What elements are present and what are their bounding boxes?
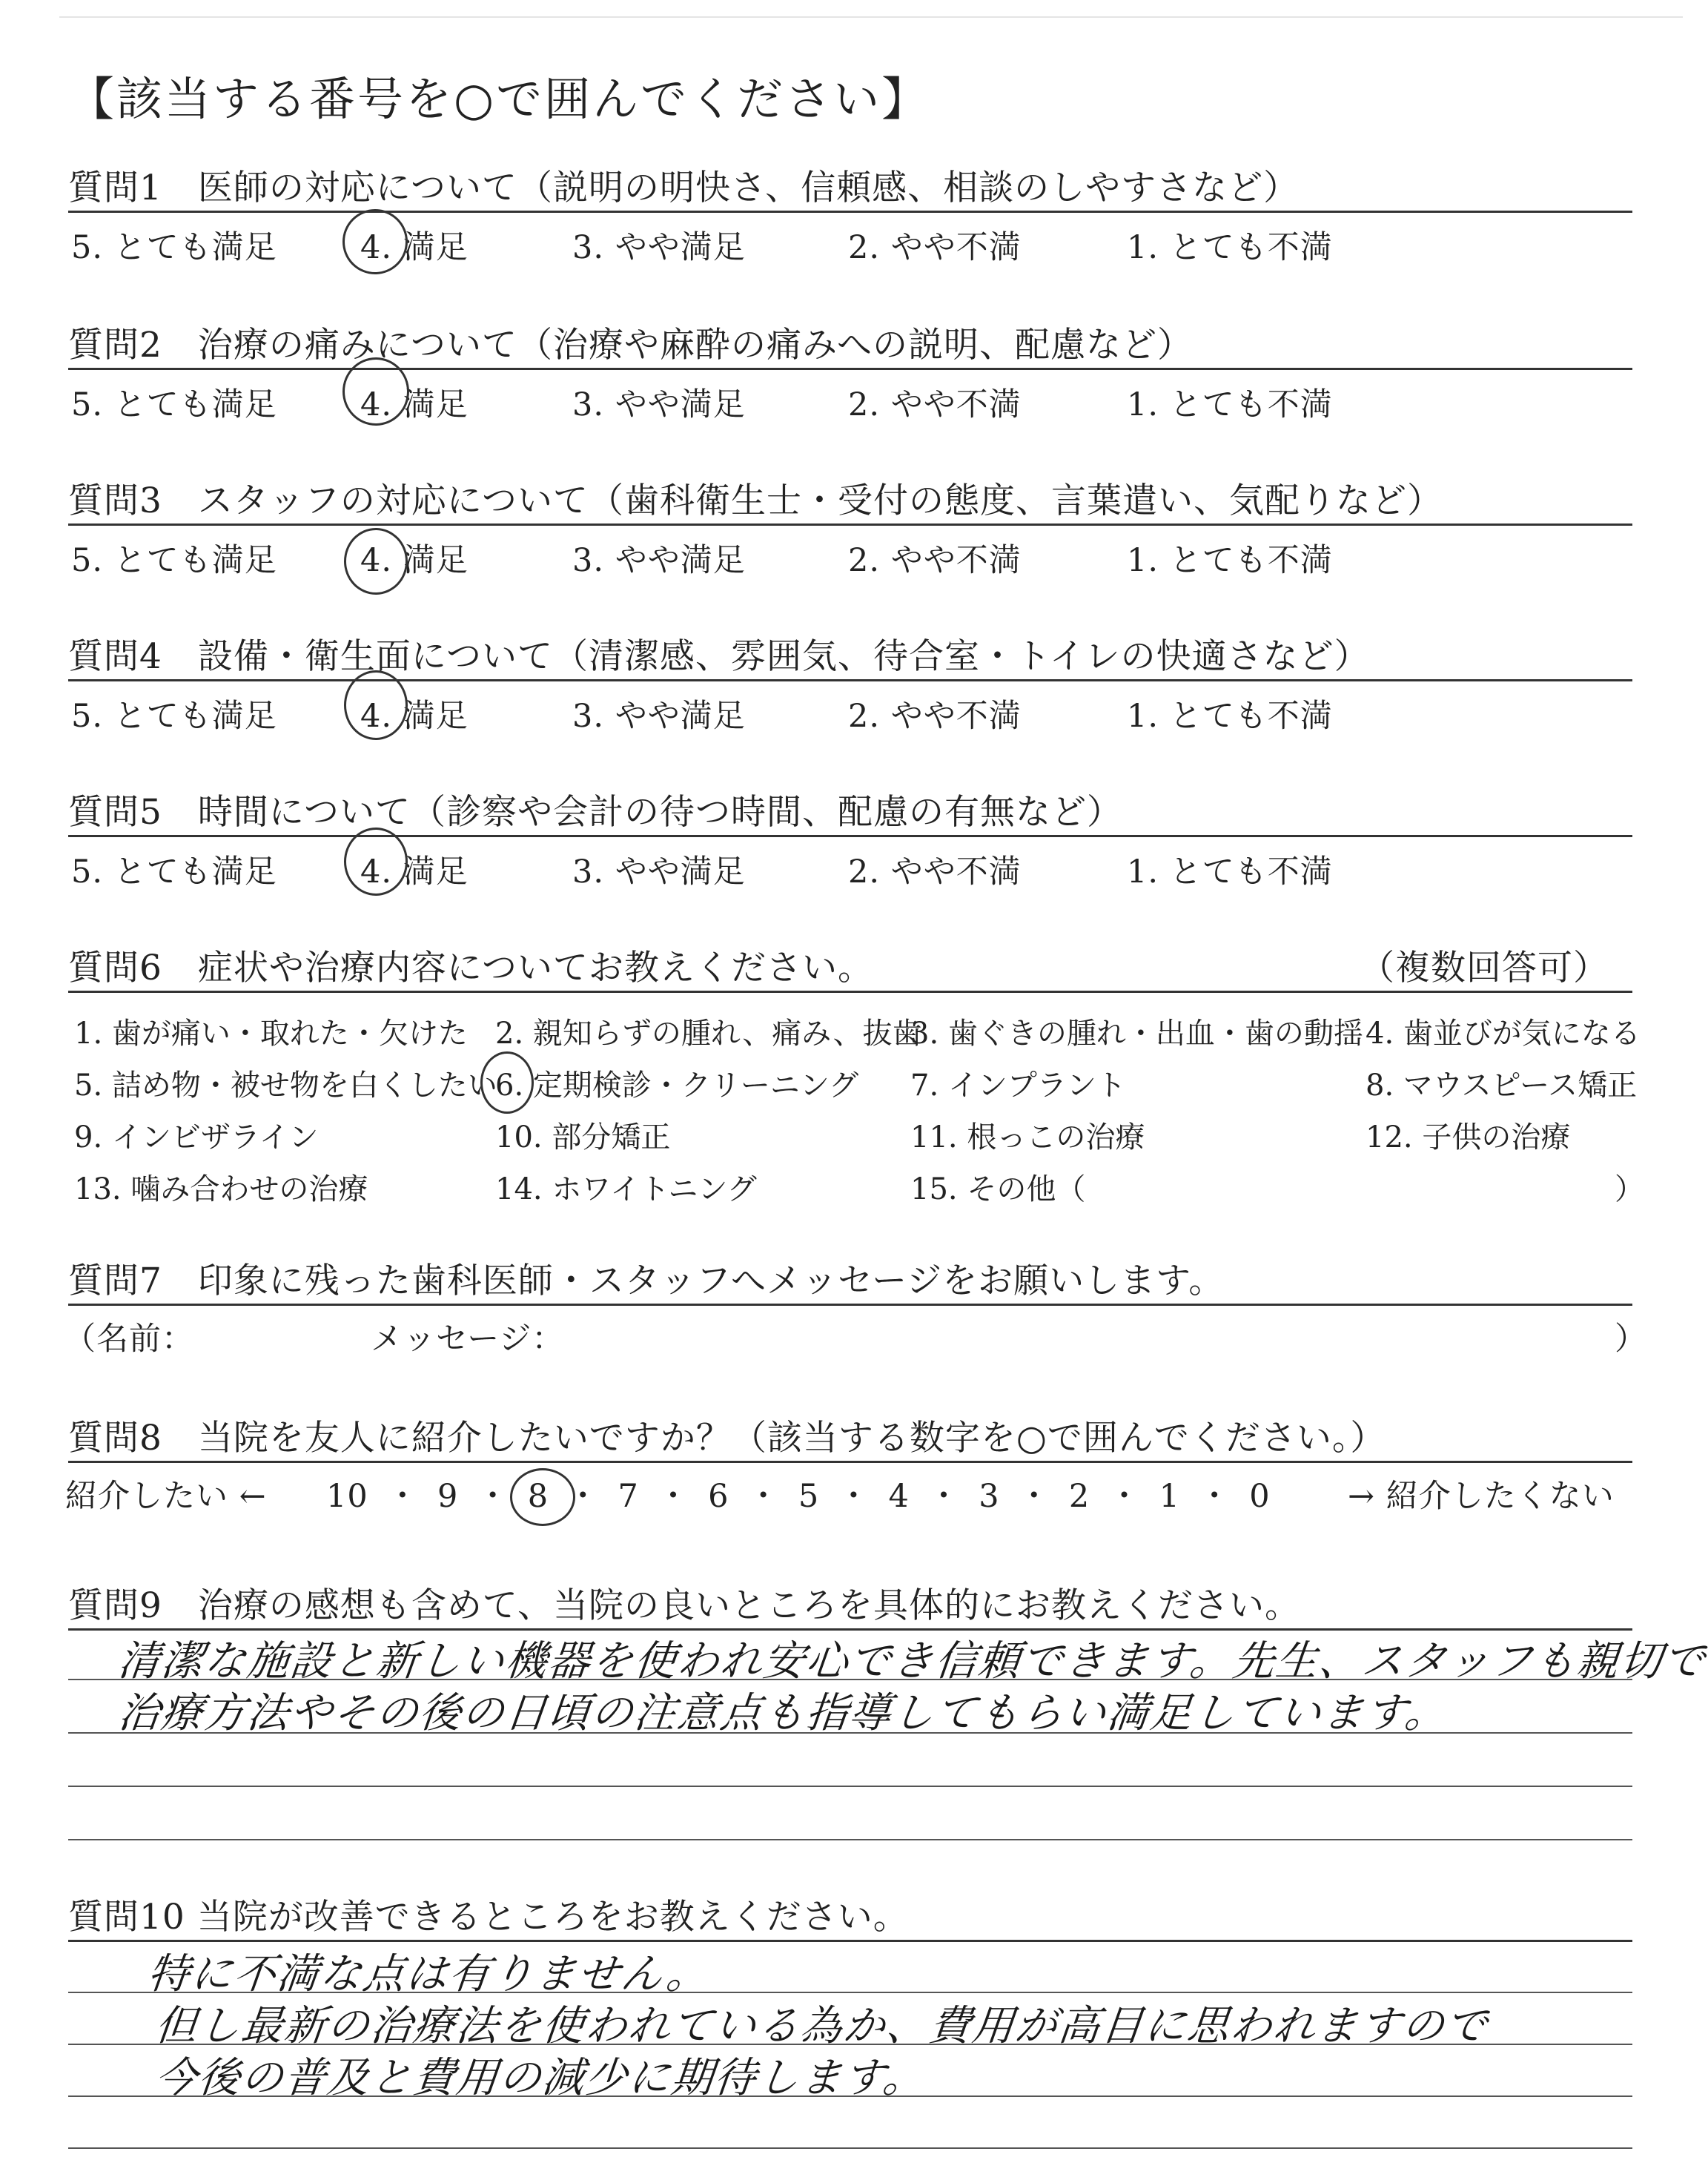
form-heading: 【該当する番号を○で囲んでください】 [68,72,930,126]
q8-selection-circle [510,1468,575,1526]
q4-option-1[interactable]: 1. とても不満 [1127,698,1333,735]
q9-answer-line-3 [68,1786,1632,1787]
q6-item-12[interactable]: 12. 子供の治療 [1366,1120,1571,1155]
question-3-title: 質問3 スタッフの対応について（歯科衛生士・受付の態度、言葉遣い、気配りなど） [68,480,1443,521]
q2-option-2[interactable]: 2. やや不満 [848,386,1022,423]
q6-item-2[interactable]: 2. 親知らずの腫れ、痛み、抜歯 [495,1017,922,1051]
q6-item-14[interactable]: 14. ホワイトニング [495,1172,757,1206]
question-6-title: 質問6 症状や治療内容についてお教えください。 [68,948,873,988]
q6-item-13[interactable]: 13. 噛み合わせの治療 [74,1172,368,1206]
q6-item-4[interactable]: 4. 歯並びが気になる [1366,1017,1641,1051]
q8-left-label: 紹介したい ← [65,1478,267,1515]
q6-item-5[interactable]: 5. 詰め物・被せ物を白くしたい [74,1069,497,1103]
q7-message-label: メッセージ： [371,1321,565,1358]
question-7-rule [68,1304,1632,1306]
question-3-rule [68,524,1632,526]
q10-handwritten-answer-1: 特に不満な点は有りません。 [145,1950,712,1998]
q5-option-4[interactable]: 4. 満足 [360,853,469,891]
q2-option-4[interactable]: 4. 満足 [360,386,469,423]
q4-option-2[interactable]: 2. やや不満 [848,698,1022,735]
q2-selection-circle [342,357,409,426]
q7-name-label: （名前： [64,1321,194,1358]
q5-option-5[interactable]: 5. とても満足 [71,853,277,891]
q6-item-6[interactable]: 6. 定期検診・クリーニング [495,1069,859,1103]
question-6-note: （複数回答可） [1360,948,1609,988]
q2-option-1[interactable]: 1. とても不満 [1127,386,1333,423]
q6-selection-circle [480,1051,534,1114]
q4-option-3[interactable]: 3. やや満足 [572,698,746,735]
question-1-rule [68,211,1632,213]
q5-option-2[interactable]: 2. やや不満 [848,853,1022,891]
question-2-rule [68,368,1632,370]
q10-handwritten-answer-3: 今後の普及と費用の減少に期待します。 [153,2054,929,2102]
question-7-title: 質問7 印象に残った歯科医師・スタッフへメッセージをお願いします。 [68,1261,1225,1301]
q9-handwritten-answer-2: 治療方法やその後の日頃の注意点も指導してもらい満足しています。 [116,1689,1451,1737]
q5-option-3[interactable]: 3. やや満足 [572,853,746,891]
q3-option-2[interactable]: 2. やや不満 [848,542,1022,579]
q7-close: ） [1615,1321,1647,1358]
question-4-rule [68,679,1632,681]
q5-option-1[interactable]: 1. とても不満 [1127,853,1333,891]
q6-item-10[interactable]: 10. 部分矯正 [495,1120,671,1155]
q2-option-3[interactable]: 3. やや満足 [572,386,746,423]
q3-option-4[interactable]: 4. 満足 [360,542,469,579]
q1-option-5[interactable]: 5. とても満足 [71,229,277,266]
page-top-edge [59,16,1683,18]
q6-item-3[interactable]: 3. 歯ぐきの腫れ・出血・歯の動揺 [910,1017,1363,1051]
q2-option-5[interactable]: 5. とても満足 [71,386,277,423]
question-8-rule [68,1461,1632,1463]
q1-option-3[interactable]: 3. やや満足 [572,229,746,266]
q9-handwritten-answer-1: 清潔な施設と新しい機器を使われ安心でき信頼できます。先生、スタッフも親切で [116,1637,1708,1685]
q5-selection-circle [344,828,408,896]
q10-answer-line-4 [68,2147,1632,2149]
q8-scale[interactable]: 10 ・ 9 ・ 8 ・ 7 ・ 6 ・ 5 ・ 4 ・ 3 ・ 2 ・ 1 ・ 0 [326,1478,1271,1515]
question-10-title: 質問10 当院が改善できるところをお教えください。 [68,1897,909,1938]
question-6-rule [68,991,1632,993]
q1-option-4[interactable]: 4. 満足 [360,229,469,266]
q6-item-7[interactable]: 7. インプラント [910,1069,1126,1103]
q1-selection-circle [342,209,408,274]
q1-option-2[interactable]: 2. やや不満 [848,229,1022,266]
q3-selection-circle [344,528,408,595]
q4-option-5[interactable]: 5. とても満足 [71,698,277,735]
q3-option-3[interactable]: 3. やや満足 [572,542,746,579]
q1-option-1[interactable]: 1. とても不満 [1127,229,1333,266]
q6-other-close: ） [1615,1172,1644,1206]
question-4-title: 質問4 設備・衛生面について（清潔感、雰囲気、待合室・トイレの快適さなど） [68,636,1370,677]
q9-answer-line-4 [68,1839,1632,1840]
question-5-rule [68,835,1632,837]
q6-item-1[interactable]: 1. 歯が痛い・取れた・欠けた [74,1017,468,1051]
question-9-title: 質問9 治療の感想も含めて、当院の良いところを具体的にお教えください。 [68,1585,1300,1626]
q8-right-label: → 紹介したくない [1348,1478,1615,1515]
question-5-title: 質問5 時間について（診察や会計の待つ時間、配慮の有無など） [68,792,1122,833]
q4-selection-circle [344,670,408,740]
question-2-title: 質問2 治療の痛みについて（治療や麻酔の痛みへの説明、配慮など） [68,325,1194,366]
q3-option-1[interactable]: 1. とても不満 [1127,542,1333,579]
question-1-title: 質問1 医師の対応について（説明の明快さ、信頼感、相談のしやすさなど） [68,168,1300,208]
q10-handwritten-answer-2: 但し最新の治療法を使われている為か、費用が高目に思われますので [153,2002,1491,2050]
q6-item-8[interactable]: 8. マウスピース矯正 [1366,1069,1638,1103]
q6-item-9[interactable]: 9. インビザライン [74,1120,319,1155]
q6-item-15[interactable]: 15. その他（ [910,1172,1086,1206]
question-8-title: 質問8 当院を友人に紹介したいですか？（該当する数字を○で囲んでください。） [68,1418,1386,1459]
q4-option-4[interactable]: 4. 満足 [360,698,469,735]
q6-item-11[interactable]: 11. 根っこの治療 [910,1120,1145,1155]
q3-option-5[interactable]: 5. とても満足 [71,542,277,579]
